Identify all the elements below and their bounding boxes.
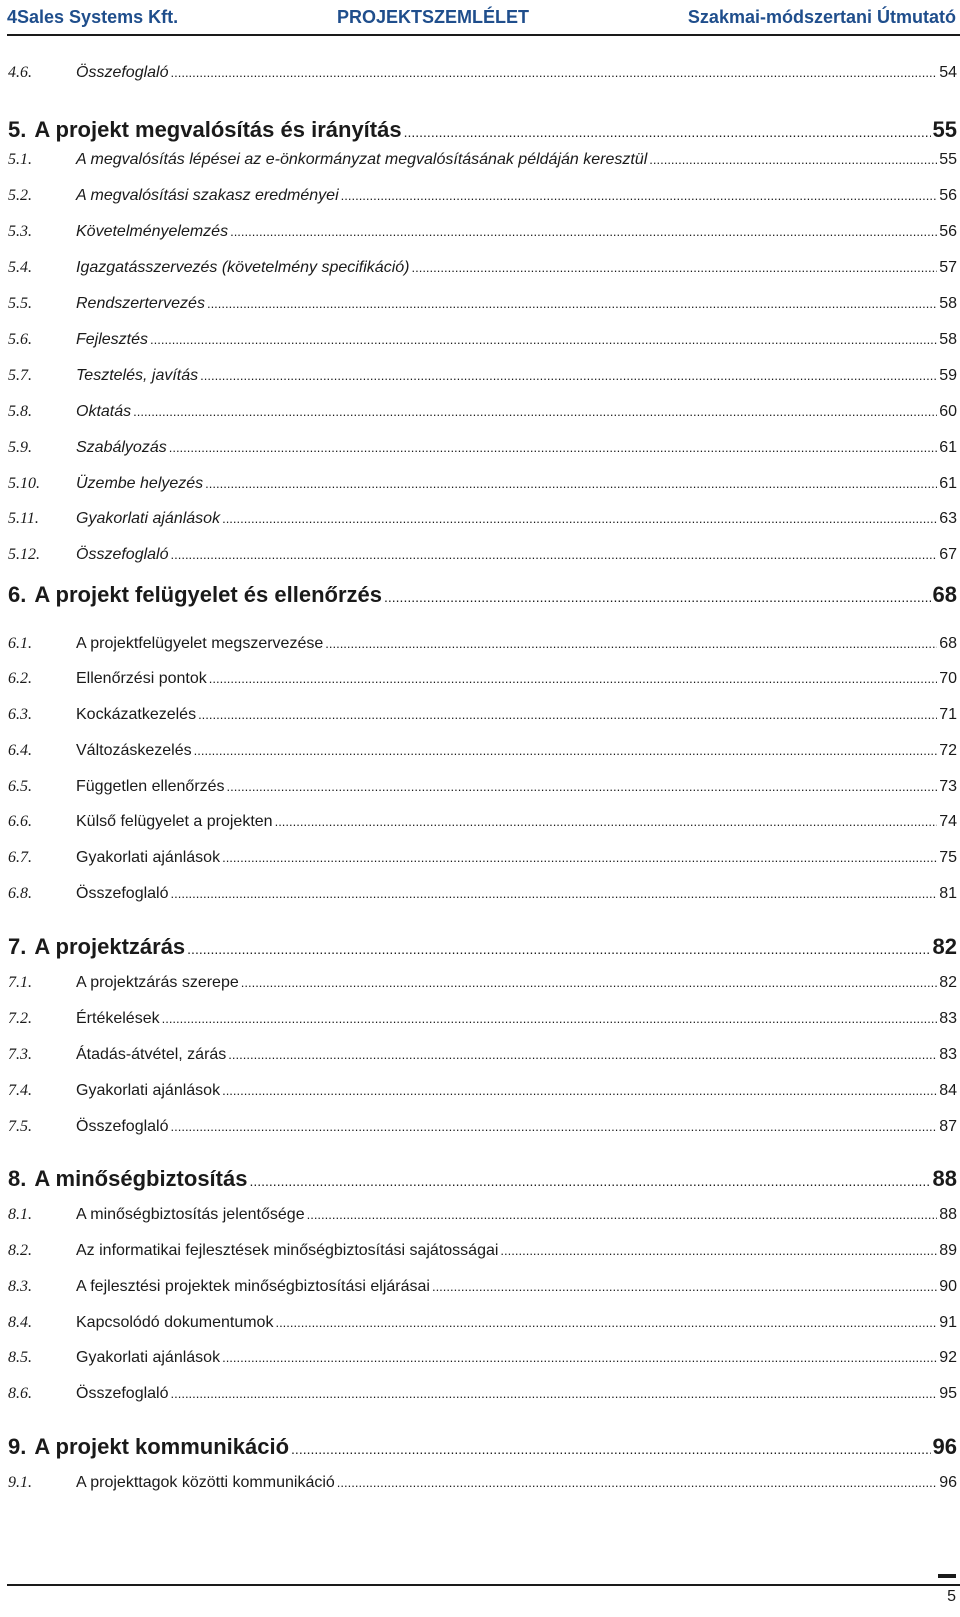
toc-section-entry[interactable] (8, 635, 957, 657)
toc-dot-leader (171, 886, 938, 901)
header-subtitle: Szakmai-módszertani Útmutató (687, 6, 956, 27)
toc-entry-number: 8.4. (8, 1314, 32, 1331)
toc-dot-leader (205, 476, 937, 491)
toc-entry-page: 89 (939, 1242, 957, 1259)
toc-dot-leader (222, 1350, 937, 1365)
toc-entry-page: 57 (939, 259, 957, 276)
page-number-bar (938, 1574, 956, 1578)
toc-entry-number: 7.3. (8, 1046, 32, 1063)
toc-dot-leader (171, 547, 938, 562)
toc-entry-title: Értékelések (76, 1010, 160, 1027)
toc-section-entry[interactable] (8, 974, 957, 996)
toc-entry-number: 8.5. (8, 1349, 32, 1366)
toc-section-entry[interactable] (8, 670, 957, 692)
toc-entry-number: 5.3. (8, 223, 32, 240)
toc-entry-title: Változáskezelés (76, 742, 192, 759)
toc-dot-leader (150, 332, 937, 347)
toc-entry-number: 5.9. (8, 439, 32, 456)
toc-section-entry[interactable] (8, 1385, 957, 1407)
toc-entry-title: A minőségbiztosítás (34, 1166, 248, 1191)
toc-entry-number: 7.1. (8, 974, 32, 991)
toc-entry-title: A projekttagok közötti kommunikáció (76, 1474, 335, 1491)
toc-entry-title: Gyakorlati ajánlások (76, 1082, 221, 1099)
toc-entry-page: 81 (939, 885, 957, 902)
toc-entry-page: 74 (939, 813, 957, 830)
toc-entry-number: 5. (8, 117, 27, 142)
toc-section-entry[interactable] (8, 331, 957, 353)
toc-entry-page: 60 (939, 403, 957, 420)
toc-section-entry[interactable] (8, 813, 957, 835)
toc-dot-leader (432, 1279, 937, 1294)
toc-section-entry[interactable] (8, 778, 957, 800)
toc-section-entry[interactable] (8, 1010, 957, 1032)
toc-entry-page: 73 (939, 778, 957, 795)
toc-entry-number: 8.2. (8, 1242, 32, 1259)
toc-entry-title: Összefoglaló (76, 64, 169, 81)
toc-entry-number: 7.2. (8, 1010, 32, 1027)
toc-entry-number: 5.1. (8, 151, 32, 168)
toc-entry-title: Kockázatkezelés (76, 706, 197, 723)
toc-entry-page: 71 (939, 706, 957, 723)
toc-entry-title: Tesztelés, javítás (76, 367, 199, 384)
toc-dot-leader (162, 1011, 938, 1026)
toc-entry-page: 82 (939, 974, 957, 991)
toc-entry-title: A projektzárás (34, 934, 186, 959)
toc-section-entry[interactable] (8, 1206, 957, 1228)
toc-section-entry[interactable] (8, 1474, 957, 1496)
toc-entry-title: Összefoglaló (76, 885, 169, 902)
toc-entry-page: 61 (939, 475, 957, 492)
toc-dot-leader (209, 671, 937, 686)
toc-dot-leader (222, 1083, 937, 1098)
toc-entry-number: 6.8. (8, 885, 32, 902)
toc-entry-page: 61 (939, 439, 957, 456)
toc-section-entry[interactable] (8, 475, 957, 497)
toc-section-entry[interactable] (8, 403, 957, 425)
toc-entry-page: 83 (939, 1046, 957, 1063)
toc-section-entry[interactable] (8, 1046, 957, 1068)
toc-section-entry[interactable] (8, 295, 957, 317)
toc-section-entry[interactable] (8, 367, 957, 389)
toc-entry-title: A megvalósítási szakasz eredményei (76, 187, 339, 204)
toc-dot-leader (275, 814, 938, 829)
toc-entry-page: 63 (939, 510, 957, 527)
toc-dot-leader (404, 124, 931, 140)
toc-entry-page: 88 (939, 1206, 957, 1223)
toc-entry-title: Független ellenőrzés (76, 778, 225, 795)
toc-entry-title: Fejlesztés (76, 331, 149, 348)
toc-section-entry[interactable] (8, 706, 957, 728)
toc-dot-leader (187, 941, 930, 957)
toc-entry-page: 59 (939, 367, 957, 384)
toc-entry-number: 9.1. (8, 1474, 32, 1491)
toc-entry-title: Összefoglaló (76, 1385, 169, 1402)
toc-dot-leader (222, 511, 937, 526)
toc-entry-title: Követelményelemzés (76, 223, 229, 240)
toc-entry-number: 5.2. (8, 187, 32, 204)
toc-entry-page: 84 (939, 1082, 957, 1099)
toc-entry-number: 5.6. (8, 331, 32, 348)
toc-entry-number: 6.3. (8, 706, 32, 723)
toc-entry-title: Gyakorlati ajánlások (76, 849, 221, 866)
page-header (7, 0, 960, 34)
toc-chapter-entry[interactable] (8, 1166, 957, 1194)
toc-dot-leader (198, 707, 937, 722)
toc-entry-title: A megvalósítás lépései az e-önkormányzat megvalósításának példáján keresztül (76, 151, 648, 168)
toc-dot-leader (227, 779, 938, 794)
toc-dot-leader (500, 1243, 937, 1258)
toc-entry-number: 5.12. (8, 546, 40, 563)
toc-entry-number: 6.1. (8, 635, 32, 652)
toc-entry-page: 96 (939, 1474, 957, 1491)
toc-dot-leader (649, 152, 937, 167)
toc-section-entry[interactable] (8, 439, 957, 461)
toc-chapter-entry[interactable] (8, 582, 957, 610)
toc-section-entry[interactable] (8, 187, 957, 209)
toc-section-entry[interactable] (8, 1314, 957, 1336)
toc-dot-leader (194, 743, 938, 758)
toc-dot-leader (230, 224, 937, 239)
toc-entry-title: Rendszertervezés (76, 295, 205, 312)
toc-dot-leader (249, 1173, 930, 1189)
toc-entry-number: 6.7. (8, 849, 32, 866)
toc-entry-title: Gyakorlati ajánlások (76, 1349, 221, 1366)
toc-dot-leader (171, 65, 938, 80)
toc-dot-leader (291, 1441, 930, 1457)
toc-section-entry[interactable] (8, 1082, 957, 1104)
toc-dot-leader (341, 188, 938, 203)
toc-entry-page: 58 (939, 295, 957, 312)
toc-entry-title: Igazgatásszervezés (követelmény specifikáció) (76, 259, 410, 276)
toc-section-entry[interactable] (8, 510, 957, 532)
toc-entry-title: Gyakorlati ajánlások (76, 510, 221, 527)
toc-entry-number: 6.4. (8, 742, 32, 759)
toc-dot-leader (171, 1119, 938, 1134)
toc-entry-page: 55 (932, 117, 957, 142)
toc-entry-title: Oktatás (76, 403, 132, 420)
toc-entry-number: 5.8. (8, 403, 32, 420)
toc-entry-page: 58 (939, 331, 957, 348)
toc-dot-leader (241, 975, 937, 990)
toc-dot-leader (200, 368, 937, 383)
toc-entry-number: 8.3. (8, 1278, 32, 1295)
toc-entry-page: 68 (932, 582, 957, 607)
toc-entry-page: 75 (939, 849, 957, 866)
header-rule (7, 34, 960, 36)
toc-section-entry[interactable] (8, 259, 957, 281)
toc-section-entry[interactable] (8, 151, 957, 173)
header-company: 4Sales Systems Kft. (7, 6, 179, 27)
toc-entry-title: Kapcsolódó dokumentumok (76, 1314, 274, 1331)
page-number: 5 (947, 1588, 956, 1605)
toc-entry-number: 5.10. (8, 475, 40, 492)
toc-dot-leader (325, 636, 937, 651)
toc-entry-number: 6. (8, 582, 27, 607)
toc-entry-page: 70 (939, 670, 957, 687)
toc-entry-page: 56 (939, 187, 957, 204)
toc-section-entry[interactable] (8, 885, 957, 907)
toc-chapter-entry[interactable] (8, 117, 957, 145)
toc-entry-number: 8. (8, 1166, 27, 1191)
toc-entry-number: 5.4. (8, 259, 32, 276)
toc-dot-leader (307, 1207, 938, 1222)
toc-entry-number: 6.5. (8, 778, 32, 795)
toc-entry-title: A projekt kommunikáció (34, 1434, 290, 1459)
toc-dot-leader (207, 296, 937, 311)
toc-section-entry[interactable] (8, 64, 957, 86)
toc-entry-number: 8.6. (8, 1385, 32, 1402)
toc-entry-number: 4.6. (8, 64, 32, 81)
toc-entry-page: 96 (932, 1434, 957, 1459)
toc-entry-title: Átadás-átvétel, zárás (76, 1046, 227, 1063)
toc-entry-page: 82 (932, 934, 957, 959)
footer-rule (7, 1584, 960, 1586)
toc-entry-title: A fejlesztési projektek minőségbiztosítási eljárásai (76, 1278, 430, 1295)
toc-dot-leader (411, 260, 937, 275)
toc-entry-page: 83 (939, 1010, 957, 1027)
toc-entry-page: 67 (939, 546, 957, 563)
toc-entry-number: 8.1. (8, 1206, 32, 1223)
toc-entry-title: Összefoglaló (76, 1118, 169, 1135)
toc-entry-title: Üzembe helyezés (76, 475, 204, 492)
toc-entry-title: A projekt megvalósítás és irányítás (34, 117, 402, 142)
toc-dot-leader (171, 1386, 938, 1401)
toc-section-entry[interactable] (8, 1349, 957, 1371)
toc-section-entry[interactable] (8, 742, 957, 764)
toc-entry-page: 87 (939, 1118, 957, 1135)
toc-entry-page: 55 (939, 151, 957, 168)
toc-dot-leader (228, 1047, 937, 1062)
toc-entry-number: 5.11. (8, 510, 39, 527)
toc-entry-title: A minőségbiztosítás jelentősége (76, 1206, 305, 1223)
toc-chapter-entry[interactable] (8, 934, 957, 962)
toc-entry-number: 7.5. (8, 1118, 32, 1135)
toc-section-entry[interactable] (8, 223, 957, 245)
toc-entry-number: 7. (8, 934, 27, 959)
toc-entry-page: 92 (939, 1349, 957, 1366)
toc-entry-page: 54 (939, 64, 957, 81)
toc-entry-title: Külső felügyelet a projekten (76, 813, 273, 830)
toc-entry-title: Szabályozás (76, 439, 167, 456)
toc-entry-page: 68 (939, 635, 957, 652)
toc-entry-page: 88 (932, 1166, 957, 1191)
toc-dot-leader (337, 1475, 937, 1490)
toc-entry-page: 90 (939, 1278, 957, 1295)
toc-dot-leader (169, 440, 937, 455)
toc-section-entry[interactable] (8, 1242, 957, 1264)
toc-chapter-entry[interactable] (8, 1434, 957, 1462)
toc-entry-title: Ellenőrzési pontok (76, 670, 207, 687)
toc-entry-page: 91 (939, 1314, 957, 1331)
toc-entry-page: 56 (939, 223, 957, 240)
toc-dot-leader (275, 1315, 937, 1330)
toc-entry-title: A projektfelügyelet megszervezése (76, 635, 324, 652)
toc-entry-number: 6.2. (8, 670, 32, 687)
toc-entry-page: 72 (939, 742, 957, 759)
toc-entry-number: 5.7. (8, 367, 32, 384)
toc-entry-title: A projekt felügyelet és ellenőrzés (34, 582, 382, 607)
toc-dot-leader (384, 589, 931, 605)
toc-section-entry[interactable] (8, 849, 957, 871)
toc-section-entry[interactable] (8, 546, 957, 568)
toc-entry-title: Az informatikai fejlesztések minőségbiztosítási sajátosságai (76, 1242, 499, 1259)
toc-entry-number: 5.5. (8, 295, 32, 312)
toc-entry-number: 9. (8, 1434, 27, 1459)
toc-dot-leader (222, 850, 937, 865)
toc-section-entry[interactable] (8, 1278, 957, 1300)
toc-entry-title: A projektzárás szerepe (76, 974, 239, 991)
toc-section-entry[interactable] (8, 1118, 957, 1140)
header-title: PROJEKTSZEMLÉLET (337, 6, 530, 27)
toc-entry-number: 6.6. (8, 813, 32, 830)
toc-entry-title: Összefoglaló (76, 546, 169, 563)
toc-entry-page: 95 (939, 1385, 957, 1402)
toc-dot-leader (133, 404, 937, 419)
toc-entry-number: 7.4. (8, 1082, 32, 1099)
